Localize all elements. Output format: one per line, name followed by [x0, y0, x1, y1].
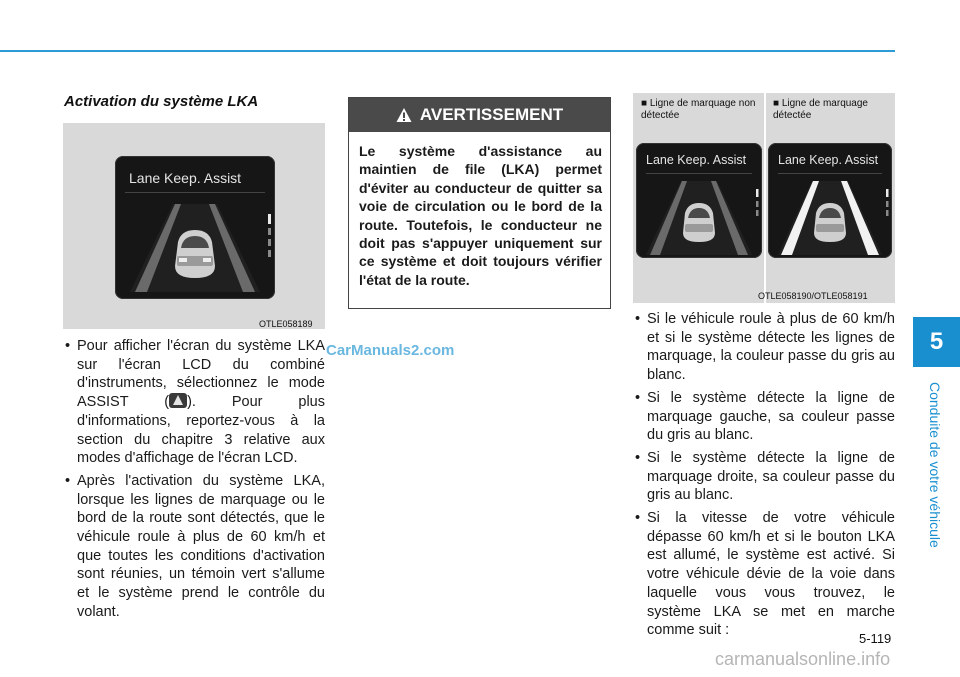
- list-item: • Si le système détecte la ligne de marquage droite, sa couleur passe du gris au blanc.: [633, 449, 895, 505]
- page-number: 5-119: [859, 631, 892, 646]
- warning-box: [348, 97, 611, 309]
- lcd-screen-detected: [768, 143, 892, 258]
- road-car-icon: [115, 156, 275, 299]
- lcd-screen-not-detected: [636, 143, 762, 258]
- road-car-icon: [636, 143, 762, 258]
- figure-caption: OTLE058190/OTLE058191: [758, 291, 868, 301]
- section-title: Activation du système LKA: [64, 93, 259, 110]
- bullet-text-part1: Pour afficher l'écran du système LKA sur l'écran LCD du combiné d'instruments, sélectionnez le mode ASSIST (: [77, 338, 325, 411]
- lcd-screen: [115, 156, 275, 299]
- figure-lka-display: [63, 123, 325, 329]
- figure-divider: [764, 93, 766, 303]
- chapter-number-tab: 5: [913, 317, 960, 367]
- figure-caption: OTLE058189: [259, 319, 313, 329]
- lcd-screen-title: Lane Keep. Assist: [129, 170, 242, 186]
- right-column-text: [633, 310, 895, 644]
- lcd-screen-title: Lane Keep. Assist: [778, 153, 879, 167]
- warning-triangle-icon: [396, 107, 412, 123]
- list-item: • Si le système détecte la ligne de marquage gauche, sa couleur passe du gris au blanc.: [633, 389, 895, 445]
- figure-lane-detection: [633, 93, 895, 303]
- list-item: • Après l'activation du système LKA, lorsque les lignes de marquage ou le bord de la route sont détectés, que le véhicule roule à plus de 60 km/h et que toutes les conditions d'activation sont réunies, un témoin vert s'allume et le système prend le contrôle du volant.: [63, 472, 325, 622]
- warning-title: AVERTISSEMENT: [419, 105, 564, 124]
- legend-not-detected: ■ Ligne de marquage non détectée: [641, 98, 756, 121]
- header-rule: [0, 50, 895, 52]
- legend-detected: ■ Ligne de marquage détectée: [773, 98, 868, 121]
- lcd-screen-title: Lane Keep. Assist: [646, 153, 747, 167]
- list-item: • Si le véhicule roule à plus de 60 km/h et si le système détecte les lignes de marquage, la couleur passe du gris au blanc.: [633, 310, 895, 385]
- watermark-bottom: carmanualsonline.info: [715, 649, 891, 669]
- warning-body: Le système d'assistance au maintien de file (LKA) permet d'éviter au conducteur de quitter sa voie de circulation ou le bord de la route. Toutefois, le conducteur ne doit pas s'appuyer uniquement sur ce système et doit toujours vérifier l'état de la route.: [359, 143, 602, 288]
- list-item: • Si la vitesse de votre véhicule dépasse 60 km/h et si le bouton LKA est allumé, le système est activé. Si votre véhicule dévie de la voie dans laquelle vous vous trouvez, le système LKA se met en marche comme suit :: [633, 509, 895, 640]
- left-column-text: [63, 337, 325, 626]
- list-item: [63, 337, 325, 468]
- road-car-icon: [768, 143, 892, 258]
- lka-assist-icon: [169, 393, 187, 408]
- bullet-text-part2: ). Pour plus d'informations, reportez-vous à la section du chapitre 3 relative aux modes d'affichage de l'écran LCD.: [77, 394, 325, 467]
- warning-header: [349, 98, 610, 132]
- chapter-title: Conduite de votre véhicule: [927, 381, 943, 548]
- watermark-top: CarManuals2.com: [326, 342, 455, 359]
